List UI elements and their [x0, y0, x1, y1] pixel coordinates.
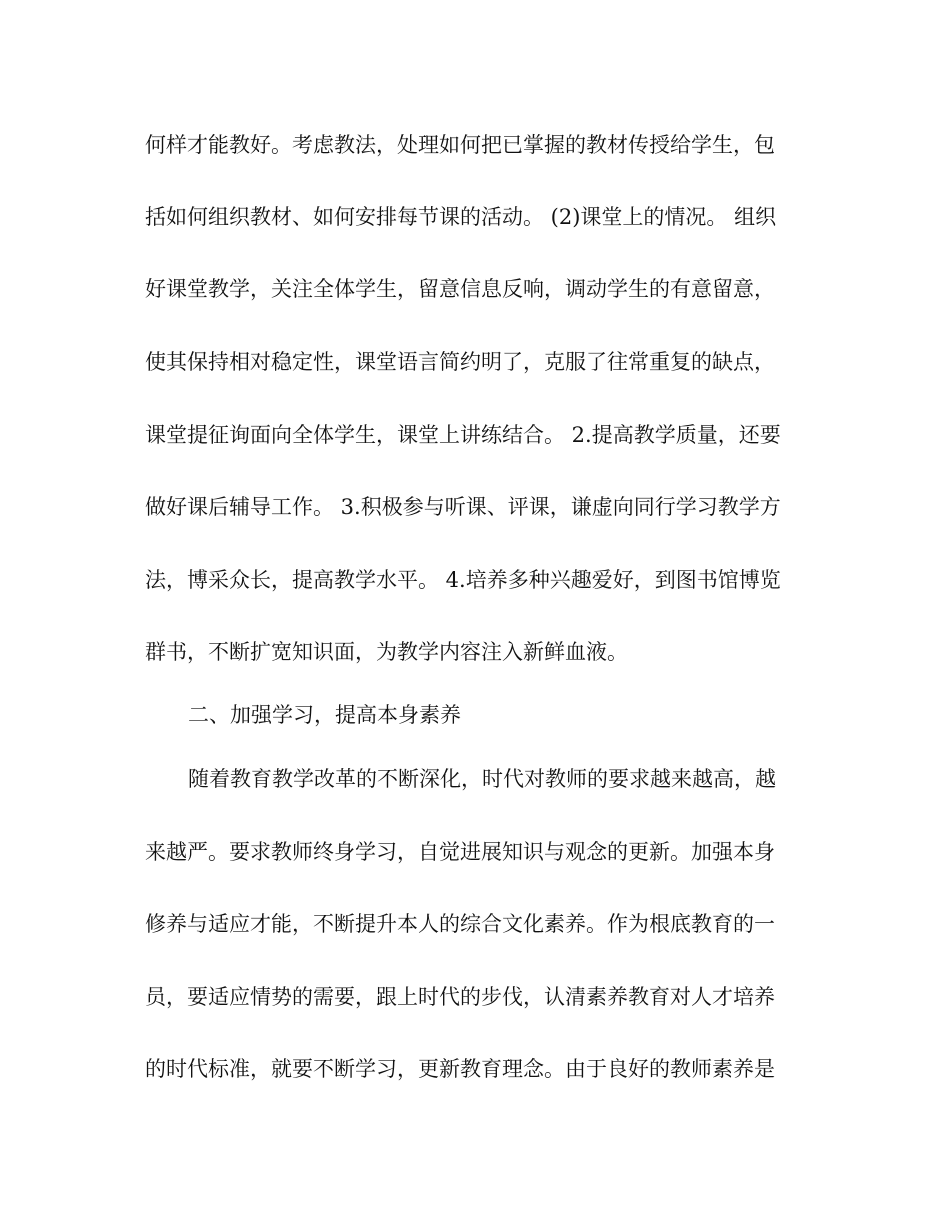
text-line: 修养与适应才能，不断提升本人的综合文化素养。作为根底教育的一: [145, 912, 775, 936]
text-line: 群书，不断扩宽知识面，为教学内容注入新鲜血液。: [145, 640, 628, 664]
text-line: 的时代标准，就要不断学习，更新教育理念。由于良好的教师素养是: [145, 1057, 775, 1081]
text-line: 括如何组织教材、如何安排每节课的活动。 (2)课堂上的情况。 组织: [145, 205, 777, 229]
text-line: 来越严。要求教师终身学习，自觉进展知识与观念的更新。加强本身: [145, 840, 775, 864]
paragraph-first-line: 随着教育教学改革的不断深化，时代对教师的要求越来越高，越: [188, 767, 776, 791]
text-line: 课堂提征询面向全体学生，课堂上讲练结合。 2.提高教学质量，还要: [145, 423, 781, 447]
text-line: 员，要适应情势的需要，跟上时代的步伐，认清素养教育对人才培养: [145, 985, 775, 1009]
text-line: 何样才能教好。考虑教法，处理如何把已掌握的教材传授给学生，包: [145, 133, 775, 157]
section-heading: 二、加强学习，提高本身素养: [188, 703, 461, 727]
text-line: 使其保持相对稳定性，课堂语言简约明了，克服了往常重复的缺点，: [145, 350, 775, 374]
text-line: 好课堂教学，关注全体学生，留意信息反响，调动学生的有意留意，: [145, 277, 775, 301]
text-line: 做好课后辅导工作。 3.积极参与听课、评课，谦虚向同行学习教学方: [145, 495, 781, 519]
text-line: 法，博采众长，提高教学水平。 4.培养多种兴趣爱好，到图书馆博览: [145, 568, 781, 592]
